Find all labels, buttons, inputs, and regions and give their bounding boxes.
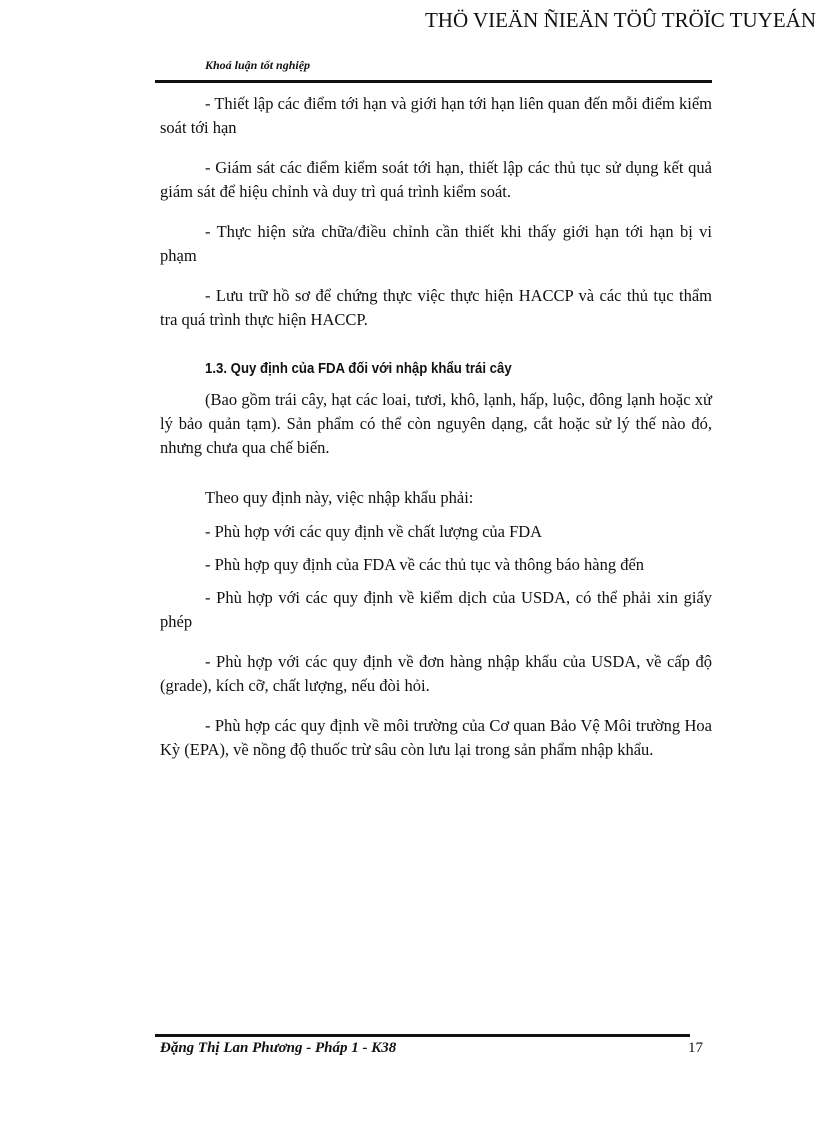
paragraph: - Phù hợp với các quy định về kiểm dịch của USDA, có thể phải xin giấy phép <box>160 588 712 631</box>
paragraph: - Phù hợp với các quy định về chất lượng của FDA <box>205 522 543 541</box>
page-number: 17 <box>688 1040 703 1056</box>
paragraph: - Giám sát các điểm kiểm soát tới hạn, thiết lập các thủ tục sử dụng kết quả giám sát để hiệu chỉnh và duy trì quá trình kiểm soát. <box>160 158 712 201</box>
paragraph: - Phù hợp các quy định về môi trường của Cơ quan Bảo Vệ Môi trường Hoa Kỳ (EPA), về nồng độ thuốc trừ sâu còn lưu lại trong sản phẩm nhập khẩu. <box>160 716 712 759</box>
header-rule <box>155 80 712 83</box>
document-type: Khoá luận tốt nghiệp <box>205 58 311 72</box>
footer-author: Đặng Thị Lan Phương - Pháp 1 - K38 <box>160 1040 397 1056</box>
paragraph: - Lưu trữ hồ sơ để chứng thực việc thực hiện HACCP và các thủ tục thẩm tra quá trình thực hiện HACCP. <box>160 286 712 329</box>
paragraph: - Thiết lập các điểm tới hạn và giới hạn tới hạn liên quan đến mỗi điểm kiểm soát tới hạn <box>160 94 712 137</box>
paragraph: - Thực hiện sửa chữa/điều chỉnh cần thiết khi thấy giới hạn tới hạn bị vi phạm <box>160 222 712 265</box>
footer-rule <box>155 1034 690 1037</box>
paragraph: Theo quy định này, việc nhập khẩu phải: <box>205 488 474 507</box>
section-heading: 1.3. Quy định của FDA đối với nhập khẩu trái cây <box>205 360 512 377</box>
site-header: THÖ VIEÄN ÑIEÄN TÖÛ TRÖÏC TUYEÁN <box>424 8 816 32</box>
paragraph: - Phù hợp quy định của FDA về các thủ tục và thông báo hàng đến <box>205 555 645 574</box>
paragraph: (Bao gồm trái cây, hạt các loai, tươi, khô, lạnh, hấp, luộc, đông lạnh hoặc xử lý bảo quản tạm). Sản phẩm có thể còn nguyên dạng, cắt hoặc sử lý thế nào đó, nhưng chưa qua chế biến. <box>160 390 712 457</box>
paragraph: - Phù hợp với các quy định về đơn hàng nhập khẩu của USDA, về cấp độ (grade), kích cỡ, chất lượng, nếu đòi hỏi. <box>160 652 712 695</box>
